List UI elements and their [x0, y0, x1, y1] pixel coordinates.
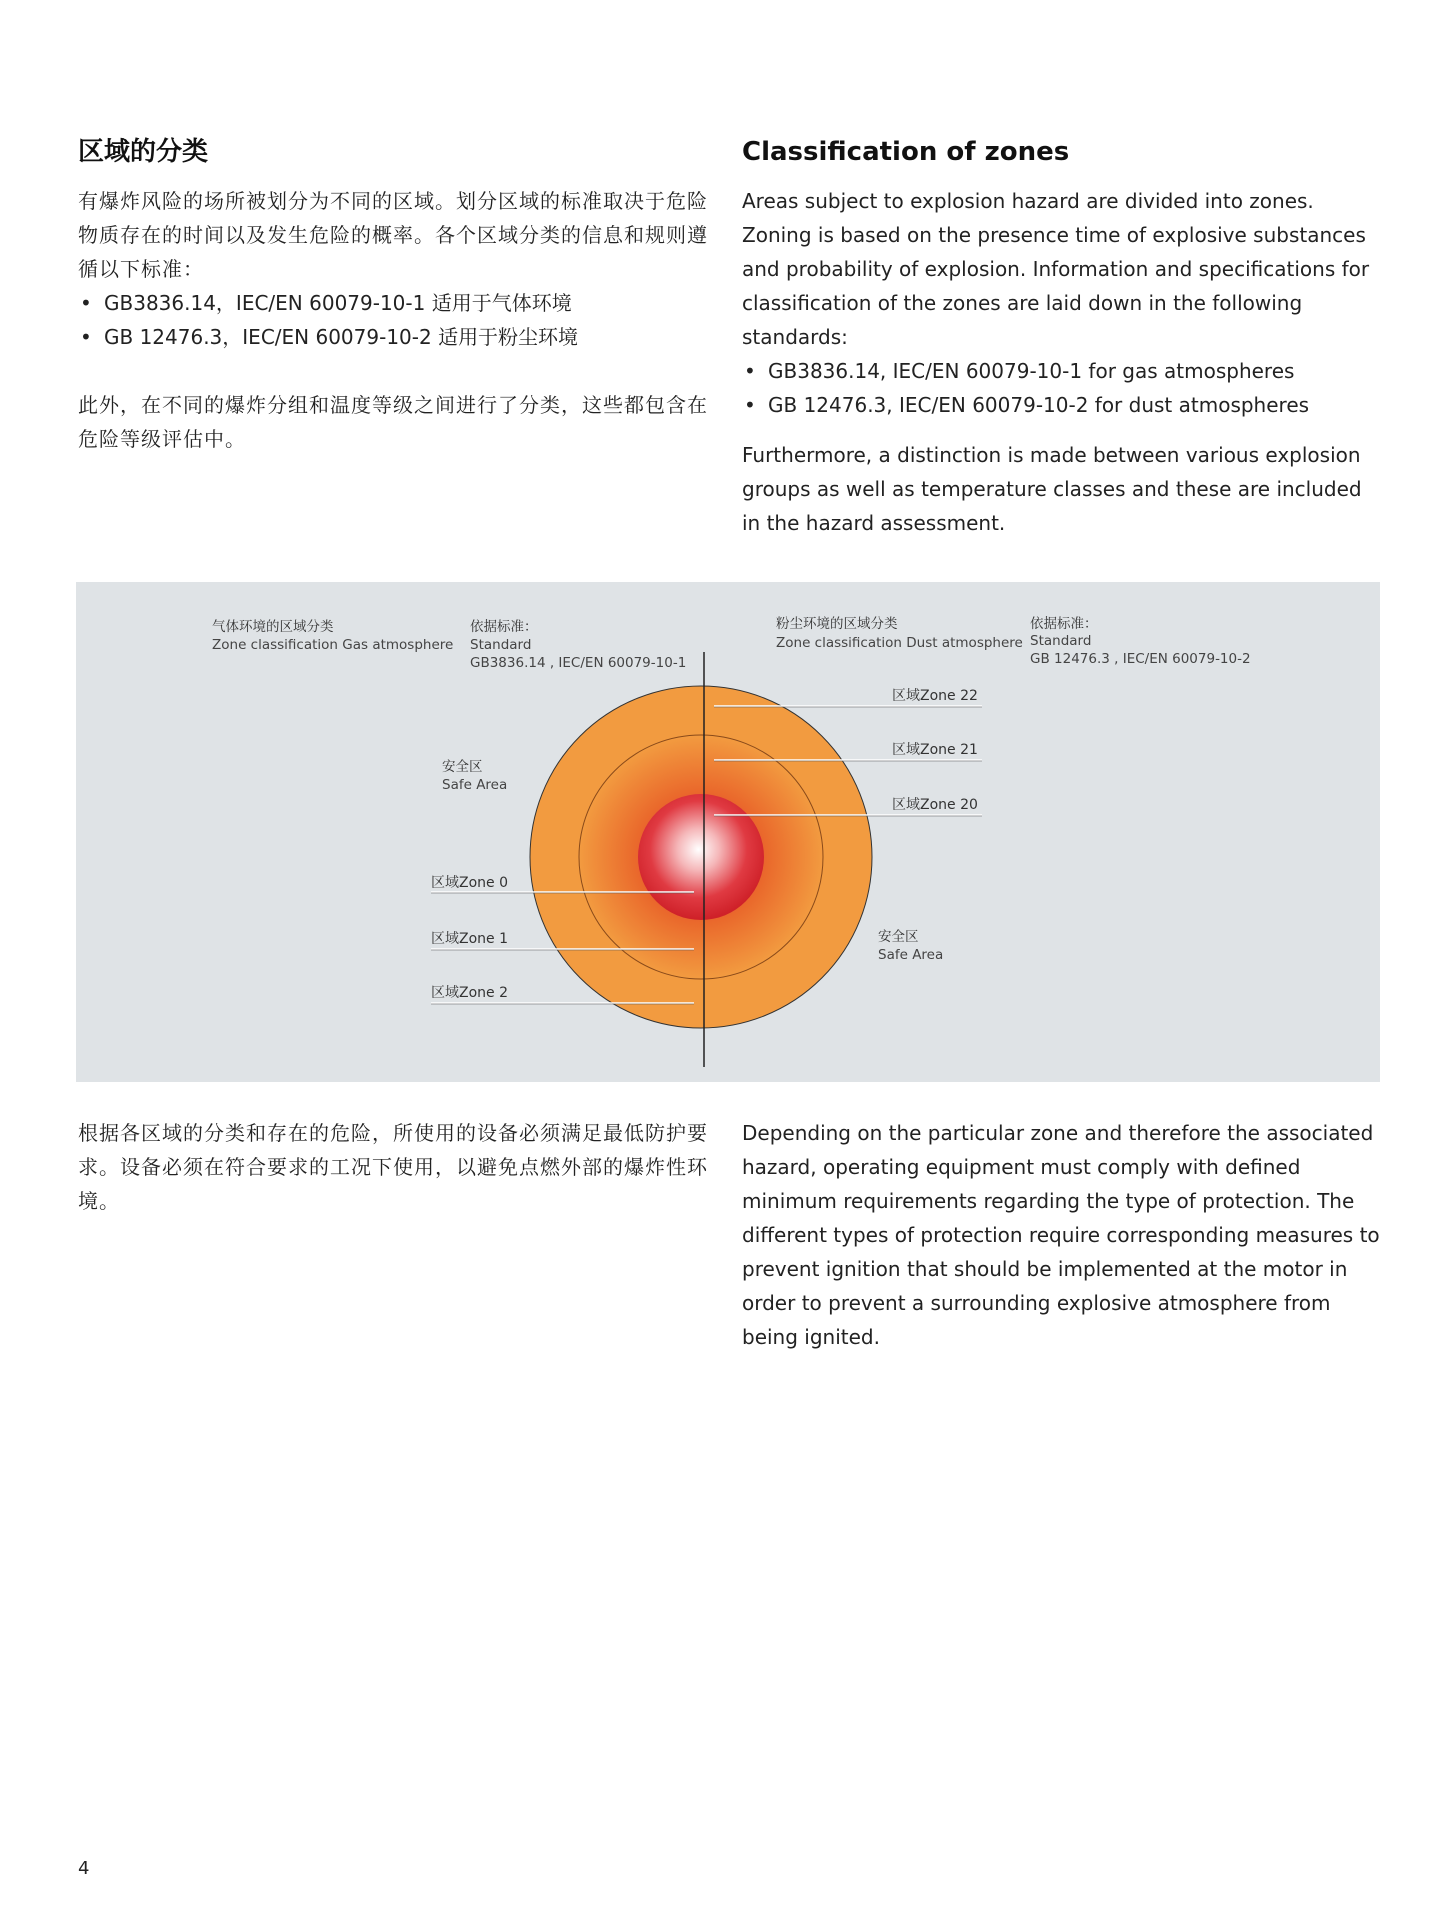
- gas-classification-title-zh: 气体环境的区域分类: [212, 619, 334, 635]
- safe-area-right-zh: 安全区: [878, 929, 919, 945]
- zone-1-label: 区域Zone 1: [431, 931, 508, 947]
- list-item: • GB 12476.3，IEC/EN 60079-10-2 适用于粉尘环境: [78, 320, 714, 354]
- zone-0-core-circle: [638, 794, 764, 920]
- list-item: • GB3836.14, IEC/EN 60079-10-1 for gas atmospheres: [742, 354, 1382, 388]
- zone-20-label: 区域Zone 20: [892, 797, 978, 813]
- zone-diagram: [76, 582, 1380, 1082]
- furthermore-text-en: Furthermore, a distinction is made between various explosion groups as well as temperature classes and these are included in the hazard assessment.: [742, 443, 1362, 535]
- bullet-icon: •: [744, 359, 756, 383]
- gas-standard-label-zh: 依据标准：: [470, 619, 538, 635]
- dust-standard-label-en: Standard: [1030, 633, 1092, 649]
- safe-area-left-en: Safe Area: [442, 777, 508, 793]
- page-number: 4: [78, 1858, 90, 1879]
- gas-classification-title-en: Zone classification Gas atmosphere: [212, 637, 454, 653]
- bullet-icon: •: [744, 393, 756, 417]
- intro-text-en: Areas subject to explosion hazard are divided into zones. Zoning is based on the presence time of explosive substances and probability of explosion. Information and specifications for classification of the zones are laid down in the following standards:: [742, 189, 1370, 349]
- dust-classification-title-zh: 粉尘环境的区域分类: [776, 616, 898, 632]
- left-column: [78, 134, 714, 456]
- dust-classification-title-en: Zone classification Dust atmosphere: [776, 635, 1023, 651]
- right-column: [742, 134, 1382, 540]
- bottom-left-column: [78, 1116, 714, 1218]
- safe-area-right-en: Safe Area: [878, 947, 944, 963]
- intro-text-zh: 有爆炸风险的场所被划分为不同的区域。划分区域的标准取决于危险物质存在的时间以及发生危险的概率。各个区域分类的信息和规则遵循以下标准：: [78, 189, 708, 281]
- bottom-right-column: [742, 1116, 1382, 1354]
- section-title-en: Classification of zones: [742, 137, 1070, 167]
- gas-standard-label-en: Standard: [470, 637, 532, 653]
- standards-list-zh: [78, 286, 714, 354]
- zone-2-label: 区域Zone 2: [431, 985, 508, 1001]
- section-title-zh: 区域的分类: [78, 137, 209, 167]
- list-item: • GB3836.14，IEC/EN 60079-10-1 适用于气体环境: [78, 286, 714, 320]
- zone-22-label: 区域Zone 22: [892, 688, 978, 704]
- list-item: • GB 12476.3, IEC/EN 60079-10-2 for dust atmospheres: [742, 388, 1382, 422]
- furthermore-text-zh: 此外，在不同的爆炸分组和温度等级之间进行了分类，这些都包含在危险等级评估中。: [78, 393, 708, 451]
- dust-standard-label-zh: 依据标准：: [1030, 616, 1098, 632]
- zone-21-label: 区域Zone 21: [892, 742, 978, 758]
- requirements-text-en: Depending on the particular zone and therefore the associated hazard, operating equipment must comply with defined minimum requirements regarding the type of protection. The different types of protection require corresponding measures to prevent ignition that should be implemented at the motor in order to prevent a surrounding explosive atmosphere from being ignited.: [742, 1121, 1380, 1349]
- bullet-icon: •: [80, 325, 92, 349]
- bullet-icon: •: [80, 291, 92, 315]
- standards-list-en: [742, 354, 1382, 422]
- gas-standard-value: GB3836.14 , IEC/EN 60079-10-1: [470, 655, 687, 671]
- zone-0-label: 区域Zone 0: [431, 875, 508, 891]
- safe-area-left-zh: 安全区: [442, 759, 483, 775]
- requirements-text-zh: 根据各区域的分类和存在的危险，所使用的设备必须满足最低防护要求。设备必须在符合要求的工况下使用，以避免点燃外部的爆炸性环境。: [78, 1121, 708, 1213]
- dust-standard-value: GB 12476.3 , IEC/EN 60079-10-2: [1030, 651, 1251, 667]
